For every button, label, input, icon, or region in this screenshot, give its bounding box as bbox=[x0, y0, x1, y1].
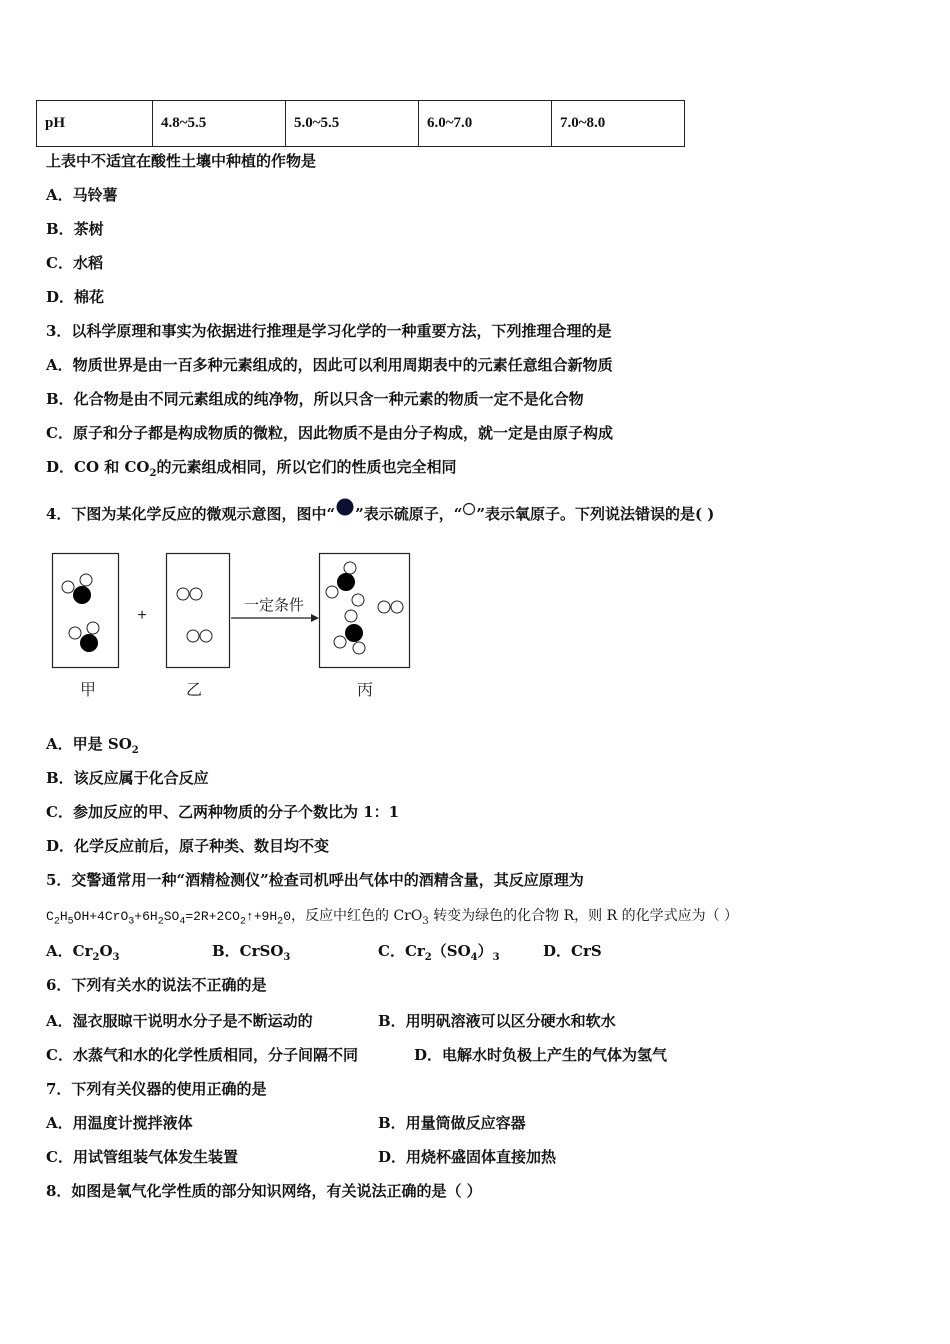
subscript: 2 bbox=[157, 916, 164, 928]
o2-molecule bbox=[187, 630, 212, 642]
subscript: 2 bbox=[239, 916, 246, 928]
table-cell: 7.0~8.0 bbox=[552, 101, 685, 147]
eq-tail: ，反应中红色的 CrO bbox=[291, 908, 423, 924]
q4-stem bbox=[46, 504, 714, 524]
reaction-condition: 一定条件 bbox=[243, 596, 305, 614]
q5-stem: 5．交警通常用一种“酒精检测仪”检查司机呼出气体中的酒精含量，其反应原理为 bbox=[46, 871, 584, 889]
sulfur-atom-icon bbox=[335, 497, 355, 519]
ph-table bbox=[36, 100, 685, 147]
plus-sign: + bbox=[137, 607, 147, 624]
eq-part: +6H bbox=[134, 909, 158, 924]
so2-molecule bbox=[69, 622, 99, 652]
eq-part: C bbox=[46, 909, 54, 924]
subscript: 2 bbox=[53, 916, 60, 928]
arrow-head-icon bbox=[311, 614, 319, 622]
table-cell: 6.0~7.0 bbox=[419, 101, 552, 147]
table-cell: 4.8~5.5 bbox=[153, 101, 286, 147]
so3-molecule bbox=[334, 610, 365, 654]
label-jia: 甲 bbox=[79, 680, 97, 699]
q2-option-b: B．茶树 bbox=[46, 220, 104, 238]
q7-option-b: B．用量筒做反应容器 bbox=[378, 1114, 526, 1132]
eq-part: ↑+9H bbox=[245, 909, 278, 924]
label-yi: 乙 bbox=[185, 680, 203, 699]
q5-option-b: B．CrSO$_3$ bbox=[212, 942, 291, 963]
eq-part: 0 bbox=[283, 909, 291, 924]
q3-option-a: A．物质世界是由一百多种元素组成的，因此可以利用周期表中的元素任意组合新物质 bbox=[46, 356, 613, 374]
q4-option-d: D．化学反应前后，原子种类、数目均不变 bbox=[46, 837, 330, 855]
o2-molecule bbox=[177, 588, 202, 600]
q4-stem-3: ”表示氧原子。下列说法错误的是( ) bbox=[476, 505, 715, 523]
o2-molecule bbox=[378, 601, 403, 613]
q7-option-c: C．用试管组装气体发生装置 bbox=[46, 1148, 238, 1166]
q3-option-c: C．原子和分子都是构成物质的微粒，因此物质不是由分子构成，就一定是由原子构成 bbox=[46, 424, 613, 442]
eq-part: OH+4CrO bbox=[73, 909, 129, 924]
eq-tail: 转变为绿色的化合物 R，则 R 的化学式应为（ ） bbox=[428, 908, 739, 924]
q5-option-c: C．$Cr_2(SO_4)_3$ bbox=[378, 942, 500, 963]
q4-option-b: B．该反应属于化合反应 bbox=[46, 769, 209, 787]
q4-stem-2: ”表示硫原子，“ bbox=[355, 505, 463, 523]
subscript: 5 bbox=[67, 916, 74, 928]
box-yi bbox=[167, 554, 230, 668]
q3-d-pre: D．CO 和 CO bbox=[46, 458, 150, 476]
q3-stem: 3．以科学原理和事实为依据进行推理是学习化学的一种重要方法，下列推理合理的是 bbox=[46, 322, 612, 340]
oxygen-atom-icon bbox=[462, 502, 476, 518]
q3-option-d bbox=[46, 457, 456, 484]
subscript: 3 bbox=[128, 916, 135, 928]
so2-molecule bbox=[62, 574, 92, 604]
table-row bbox=[37, 101, 685, 147]
q6-option-d: D．电解水时负极上产生的气体为氢气 bbox=[414, 1046, 668, 1064]
label-bing: 丙 bbox=[356, 680, 374, 699]
q4-a-pre: A．甲是 SO bbox=[46, 735, 132, 753]
eq-part: SO bbox=[163, 909, 180, 924]
reaction-diagram bbox=[40, 545, 430, 705]
q2-option-c: C．水稻 bbox=[46, 254, 103, 272]
q7-stem: 7．下列有关仪器的使用正确的是 bbox=[46, 1080, 267, 1098]
q5-equation bbox=[46, 906, 738, 933]
q2-stem: 上表中不适宜在酸性土壤中种植的作物是 bbox=[46, 152, 317, 170]
eq-part: =2R+2CO bbox=[185, 909, 240, 924]
q5-option-d: D．CrS bbox=[543, 942, 602, 960]
subscript: 2 bbox=[131, 745, 139, 756]
q6-option-c: C．水蒸气和水的化学性质相同，分子间隔不同 bbox=[46, 1046, 358, 1064]
q7-option-d: D．用烧杯盛固体直接加热 bbox=[378, 1148, 557, 1166]
q4-option-a bbox=[46, 734, 139, 761]
q5-option-a: A．$Cr_2O_3$ bbox=[46, 942, 120, 963]
q6-stem: 6．下列有关水的说法不正确的是 bbox=[46, 976, 267, 994]
q3-option-b: B．化合物是由不同元素组成的纯净物，所以只含一种元素的物质一定不是化合物 bbox=[46, 390, 584, 408]
q3-d-post: 的元素组成相同，所以它们的性质也完全相同 bbox=[156, 458, 457, 476]
q2-option-d: D．棉花 bbox=[46, 288, 105, 306]
q8-stem: 8．如图是氧气化学性质的部分知识网络，有关说法正确的是（ ） bbox=[46, 1182, 482, 1200]
subscript: 3 bbox=[422, 915, 429, 927]
q5-options bbox=[46, 941, 906, 963]
eq-part: H bbox=[59, 909, 68, 924]
table-cell: pH bbox=[37, 101, 153, 147]
q7-option-a: A．用温度计搅拌液体 bbox=[46, 1114, 193, 1132]
subscript: 2 bbox=[149, 468, 157, 479]
q4-stem-1: 4．下图为某化学反应的微观示意图，图中“ bbox=[46, 505, 336, 523]
subscript: 2 bbox=[277, 916, 284, 928]
q2-option-a: A．马铃薯 bbox=[46, 186, 118, 204]
table-cell: 5.0~5.5 bbox=[286, 101, 419, 147]
q4-option-c: C．参加反应的甲、乙两种物质的分子个数比为 1：1 bbox=[46, 803, 400, 821]
subscript: 4 bbox=[179, 916, 186, 928]
so3-molecule bbox=[326, 562, 364, 606]
q6-option-a: A．湿衣服晾干说明水分子是不断运动的 bbox=[46, 1012, 313, 1030]
q6-option-b: B．用明矾溶液可以区分硬水和软水 bbox=[378, 1012, 616, 1030]
